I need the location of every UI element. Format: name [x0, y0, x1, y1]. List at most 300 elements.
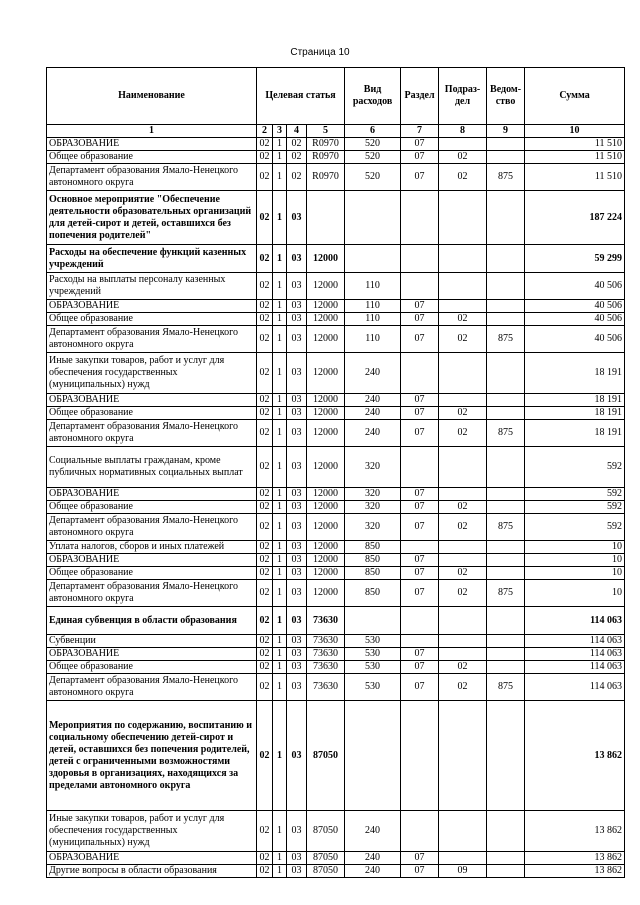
- row-activity-cell: 03: [287, 300, 307, 313]
- row-sum-cell: 10: [525, 554, 625, 567]
- row-activity-cell: 03: [287, 865, 307, 878]
- row-name-cell: Общее образование: [47, 407, 257, 420]
- row-expense-type-cell: 110: [345, 313, 401, 326]
- row-ministry-cell: [487, 313, 525, 326]
- row-subprogram-cell: 1: [273, 852, 287, 865]
- row-subsection-cell: 09: [439, 865, 487, 878]
- row-program-cell: 02: [257, 447, 273, 488]
- row-subprogram-cell: 1: [273, 661, 287, 674]
- row-subsection-cell: [439, 138, 487, 151]
- row-section-cell: 07: [401, 648, 439, 661]
- row-sum-cell: 187 224: [525, 191, 625, 245]
- row-ministry-cell: [487, 852, 525, 865]
- table-row: [47, 865, 625, 878]
- row-subprogram-cell: 1: [273, 300, 287, 313]
- row-expense-type-cell: [345, 191, 401, 245]
- row-sum-cell: 10: [525, 580, 625, 607]
- row-name-cell: ОБРАЗОВАНИЕ: [47, 852, 257, 865]
- row-section-cell: 07: [401, 674, 439, 701]
- row-subsection-cell: [439, 635, 487, 648]
- row-direction-cell: 12000: [307, 245, 345, 273]
- row-expense-type-cell: [345, 245, 401, 273]
- row-ministry-cell: [487, 300, 525, 313]
- row-subprogram-cell: 1: [273, 447, 287, 488]
- row-section-cell: 07: [401, 865, 439, 878]
- row-name-cell: Уплата налогов, сборов и иных платежей: [47, 541, 257, 554]
- row-name-cell: Департамент образования Ямало-Ненецкого автономного округа: [47, 164, 257, 191]
- row-program-cell: 02: [257, 541, 273, 554]
- row-ministry-cell: 875: [487, 580, 525, 607]
- row-direction-cell: 73630: [307, 607, 345, 635]
- row-ministry-cell: [487, 151, 525, 164]
- row-name-cell: Иные закупки товаров, работ и услуг для обеспечения государственных (муниципальных) нужд: [47, 811, 257, 852]
- row-program-cell: 02: [257, 394, 273, 407]
- row-sum-cell: 18 191: [525, 353, 625, 394]
- table-row: [47, 138, 625, 151]
- row-name-cell: Департамент образования Ямало-Ненецкого автономного округа: [47, 420, 257, 447]
- row-section-cell: 07: [401, 313, 439, 326]
- row-program-cell: 02: [257, 501, 273, 514]
- row-activity-cell: 02: [287, 151, 307, 164]
- row-subsection-cell: 02: [439, 326, 487, 353]
- table-row: [47, 674, 625, 701]
- row-direction-cell: 12000: [307, 353, 345, 394]
- header-section: Раздел: [401, 68, 439, 125]
- row-program-cell: 02: [257, 554, 273, 567]
- row-activity-cell: 03: [287, 567, 307, 580]
- row-sum-cell: 40 506: [525, 300, 625, 313]
- row-program-cell: 02: [257, 326, 273, 353]
- row-activity-cell: 03: [287, 353, 307, 394]
- row-ministry-cell: [487, 273, 525, 300]
- row-subprogram-cell: 1: [273, 245, 287, 273]
- row-expense-type-cell: 240: [345, 811, 401, 852]
- row-direction-cell: 12000: [307, 554, 345, 567]
- row-program-cell: 02: [257, 191, 273, 245]
- table-row: [47, 313, 625, 326]
- row-expense-type-cell: 850: [345, 567, 401, 580]
- row-subsection-cell: [439, 811, 487, 852]
- row-program-cell: 02: [257, 164, 273, 191]
- row-name-cell: Мероприятия по содержанию, воспитанию и социальному обеспечению детей-сирот и детей, оставшихся без попечения родителей, детей с ограниченными возможностями здоровья в организациях, находящихся за пределами автономного округа: [47, 701, 257, 811]
- row-section-cell: 07: [401, 567, 439, 580]
- row-name-cell: Департамент образования Ямало-Ненецкого автономного округа: [47, 326, 257, 353]
- row-ministry-cell: [487, 701, 525, 811]
- row-name-cell: Общее образование: [47, 661, 257, 674]
- table-row: [47, 407, 625, 420]
- row-subprogram-cell: 1: [273, 394, 287, 407]
- row-ministry-cell: [487, 138, 525, 151]
- row-sum-cell: 114 063: [525, 674, 625, 701]
- row-expense-type-cell: 240: [345, 865, 401, 878]
- row-direction-cell: 12000: [307, 501, 345, 514]
- row-name-cell: Основное мероприятие "Обеспечение деятельности образовательных организаций для детей-сирот и детей, оставшихся без попечения родителей": [47, 191, 257, 245]
- row-ministry-cell: [487, 567, 525, 580]
- row-subsection-cell: [439, 554, 487, 567]
- row-subprogram-cell: 1: [273, 407, 287, 420]
- row-activity-cell: 03: [287, 326, 307, 353]
- row-direction-cell: 73630: [307, 635, 345, 648]
- row-subsection-cell: [439, 488, 487, 501]
- row-expense-type-cell: 530: [345, 674, 401, 701]
- row-program-cell: 02: [257, 353, 273, 394]
- row-section-cell: [401, 541, 439, 554]
- row-name-cell: Департамент образования Ямало-Ненецкого автономного округа: [47, 674, 257, 701]
- row-activity-cell: 03: [287, 191, 307, 245]
- row-expense-type-cell: 240: [345, 852, 401, 865]
- header-ministry: Ведом-ство: [487, 68, 525, 125]
- row-subprogram-cell: 1: [273, 164, 287, 191]
- row-expense-type-cell: 520: [345, 151, 401, 164]
- row-direction-cell: 12000: [307, 420, 345, 447]
- row-ministry-cell: [487, 648, 525, 661]
- row-program-cell: 02: [257, 635, 273, 648]
- row-direction-cell: 12000: [307, 313, 345, 326]
- row-name-cell: ОБРАЗОВАНИЕ: [47, 648, 257, 661]
- column-number: 3: [273, 125, 287, 138]
- table-row: [47, 501, 625, 514]
- row-section-cell: [401, 273, 439, 300]
- column-number: 9: [487, 125, 525, 138]
- row-section-cell: 07: [401, 394, 439, 407]
- row-subsection-cell: 02: [439, 164, 487, 191]
- row-expense-type-cell: 110: [345, 300, 401, 313]
- row-program-cell: 02: [257, 151, 273, 164]
- row-program-cell: 02: [257, 273, 273, 300]
- table-row: [47, 326, 625, 353]
- row-subsection-cell: 02: [439, 407, 487, 420]
- row-subsection-cell: 02: [439, 661, 487, 674]
- row-section-cell: 07: [401, 420, 439, 447]
- column-number: 8: [439, 125, 487, 138]
- row-subsection-cell: 02: [439, 514, 487, 541]
- row-activity-cell: 03: [287, 514, 307, 541]
- row-subsection-cell: 02: [439, 420, 487, 447]
- row-ministry-cell: [487, 607, 525, 635]
- row-section-cell: [401, 701, 439, 811]
- row-subprogram-cell: 1: [273, 674, 287, 701]
- row-sum-cell: 592: [525, 501, 625, 514]
- row-expense-type-cell: 110: [345, 273, 401, 300]
- row-direction-cell: R0970: [307, 164, 345, 191]
- row-name-cell: Расходы на обеспечение функций казенных учреждений: [47, 245, 257, 273]
- column-number-row: [47, 125, 625, 138]
- column-number: 4: [287, 125, 307, 138]
- row-section-cell: [401, 353, 439, 394]
- row-sum-cell: 11 510: [525, 151, 625, 164]
- table-row: [47, 420, 625, 447]
- column-number: 10: [525, 125, 625, 138]
- row-subprogram-cell: 1: [273, 567, 287, 580]
- row-name-cell: Социальные выплаты гражданам, кроме публичных нормативных социальных выплат: [47, 447, 257, 488]
- row-subprogram-cell: 1: [273, 488, 287, 501]
- row-activity-cell: 03: [287, 811, 307, 852]
- row-ministry-cell: [487, 541, 525, 554]
- table-row: [47, 394, 625, 407]
- table-row: [47, 635, 625, 648]
- row-expense-type-cell: 320: [345, 501, 401, 514]
- column-number: 7: [401, 125, 439, 138]
- table-row: [47, 300, 625, 313]
- row-section-cell: 07: [401, 164, 439, 191]
- table-row: [47, 648, 625, 661]
- row-activity-cell: 03: [287, 245, 307, 273]
- row-section-cell: [401, 245, 439, 273]
- row-name-cell: ОБРАЗОВАНИЕ: [47, 394, 257, 407]
- row-ministry-cell: [487, 191, 525, 245]
- row-activity-cell: 03: [287, 541, 307, 554]
- row-subprogram-cell: 1: [273, 151, 287, 164]
- row-sum-cell: 13 862: [525, 701, 625, 811]
- row-activity-cell: 03: [287, 501, 307, 514]
- row-direction-cell: 12000: [307, 514, 345, 541]
- row-sum-cell: 13 862: [525, 811, 625, 852]
- row-ministry-cell: [487, 811, 525, 852]
- row-activity-cell: 03: [287, 648, 307, 661]
- header-subsection: Подраз-дел: [439, 68, 487, 125]
- row-expense-type-cell: 530: [345, 635, 401, 648]
- row-subsection-cell: [439, 191, 487, 245]
- row-expense-type-cell: 240: [345, 407, 401, 420]
- header-expense-type: Вид расходов: [345, 68, 401, 125]
- row-sum-cell: 13 862: [525, 865, 625, 878]
- row-section-cell: 07: [401, 151, 439, 164]
- row-name-cell: Департамент образования Ямало-Ненецкого автономного округа: [47, 580, 257, 607]
- table-row: [47, 447, 625, 488]
- row-sum-cell: 40 506: [525, 273, 625, 300]
- row-program-cell: 02: [257, 407, 273, 420]
- row-program-cell: 02: [257, 567, 273, 580]
- row-subsection-cell: [439, 394, 487, 407]
- column-number: 1: [47, 125, 257, 138]
- header-name: Наименование: [47, 68, 257, 125]
- row-direction-cell: R0970: [307, 138, 345, 151]
- row-subsection-cell: [439, 541, 487, 554]
- table-row: [47, 164, 625, 191]
- row-direction-cell: 12000: [307, 580, 345, 607]
- row-direction-cell: 12000: [307, 300, 345, 313]
- table-row: [47, 245, 625, 273]
- row-section-cell: 07: [401, 661, 439, 674]
- row-subprogram-cell: 1: [273, 607, 287, 635]
- row-subprogram-cell: 1: [273, 635, 287, 648]
- row-program-cell: 02: [257, 488, 273, 501]
- row-subprogram-cell: 1: [273, 501, 287, 514]
- row-section-cell: [401, 447, 439, 488]
- row-section-cell: 07: [401, 554, 439, 567]
- row-name-cell: Иные закупки товаров, работ и услуг для обеспечения государственных (муниципальных) нужд: [47, 353, 257, 394]
- row-program-cell: 02: [257, 865, 273, 878]
- column-number: 2: [257, 125, 273, 138]
- row-direction-cell: 73630: [307, 674, 345, 701]
- row-sum-cell: 11 510: [525, 138, 625, 151]
- row-activity-cell: 03: [287, 313, 307, 326]
- row-subprogram-cell: 1: [273, 648, 287, 661]
- row-activity-cell: 03: [287, 488, 307, 501]
- table-row: [47, 607, 625, 635]
- row-activity-cell: 03: [287, 420, 307, 447]
- row-section-cell: 07: [401, 580, 439, 607]
- row-subsection-cell: [439, 300, 487, 313]
- row-section-cell: [401, 607, 439, 635]
- row-section-cell: 07: [401, 407, 439, 420]
- row-name-cell: Субвенции: [47, 635, 257, 648]
- row-expense-type-cell: 520: [345, 138, 401, 151]
- page-number-label: Страница 10: [290, 47, 350, 58]
- row-activity-cell: 03: [287, 447, 307, 488]
- row-name-cell: Департамент образования Ямало-Ненецкого автономного округа: [47, 514, 257, 541]
- row-subprogram-cell: 1: [273, 514, 287, 541]
- row-sum-cell: 592: [525, 514, 625, 541]
- row-expense-type-cell: [345, 701, 401, 811]
- row-subsection-cell: [439, 245, 487, 273]
- header-target: Целевая статья: [257, 68, 345, 125]
- row-program-cell: 02: [257, 580, 273, 607]
- row-expense-type-cell: 240: [345, 394, 401, 407]
- row-program-cell: 02: [257, 514, 273, 541]
- row-sum-cell: 18 191: [525, 407, 625, 420]
- row-activity-cell: 03: [287, 607, 307, 635]
- table-row: [47, 541, 625, 554]
- table-row: [47, 852, 625, 865]
- row-sum-cell: 11 510: [525, 164, 625, 191]
- row-subprogram-cell: 1: [273, 554, 287, 567]
- row-name-cell: Общее образование: [47, 313, 257, 326]
- row-activity-cell: 03: [287, 674, 307, 701]
- row-ministry-cell: [487, 447, 525, 488]
- table-header-row: [47, 68, 625, 125]
- table-row: [47, 514, 625, 541]
- row-sum-cell: 59 299: [525, 245, 625, 273]
- row-section-cell: 07: [401, 488, 439, 501]
- row-direction-cell: 87050: [307, 701, 345, 811]
- row-sum-cell: 13 862: [525, 852, 625, 865]
- row-ministry-cell: 875: [487, 674, 525, 701]
- row-direction-cell: 12000: [307, 488, 345, 501]
- row-section-cell: 07: [401, 138, 439, 151]
- row-subprogram-cell: 1: [273, 865, 287, 878]
- row-expense-type-cell: 850: [345, 580, 401, 607]
- row-section-cell: 07: [401, 501, 439, 514]
- row-activity-cell: 03: [287, 580, 307, 607]
- row-program-cell: 02: [257, 420, 273, 447]
- row-ministry-cell: [487, 554, 525, 567]
- row-subprogram-cell: 1: [273, 138, 287, 151]
- row-activity-cell: 02: [287, 164, 307, 191]
- row-activity-cell: 03: [287, 635, 307, 648]
- row-expense-type-cell: 240: [345, 420, 401, 447]
- row-subprogram-cell: 1: [273, 541, 287, 554]
- row-sum-cell: 40 506: [525, 313, 625, 326]
- row-sum-cell: 114 063: [525, 648, 625, 661]
- row-name-cell: Общее образование: [47, 151, 257, 164]
- row-subsection-cell: [439, 701, 487, 811]
- row-subsection-cell: [439, 607, 487, 635]
- row-section-cell: 07: [401, 852, 439, 865]
- row-ministry-cell: [487, 661, 525, 674]
- table-row: [47, 554, 625, 567]
- row-program-cell: 02: [257, 701, 273, 811]
- row-ministry-cell: 875: [487, 164, 525, 191]
- row-name-cell: ОБРАЗОВАНИЕ: [47, 554, 257, 567]
- row-program-cell: 02: [257, 138, 273, 151]
- row-sum-cell: 18 191: [525, 420, 625, 447]
- row-section-cell: [401, 811, 439, 852]
- row-direction-cell: 73630: [307, 648, 345, 661]
- table-row: [47, 353, 625, 394]
- row-sum-cell: 18 191: [525, 394, 625, 407]
- row-expense-type-cell: 850: [345, 554, 401, 567]
- table-row: [47, 151, 625, 164]
- row-subprogram-cell: 1: [273, 273, 287, 300]
- row-subsection-cell: 02: [439, 674, 487, 701]
- row-subprogram-cell: 1: [273, 420, 287, 447]
- row-expense-type-cell: 240: [345, 353, 401, 394]
- row-subprogram-cell: 1: [273, 191, 287, 245]
- row-subsection-cell: [439, 648, 487, 661]
- row-expense-type-cell: 530: [345, 648, 401, 661]
- row-name-cell: Единая субвенция в области образования: [47, 607, 257, 635]
- row-name-cell: Общее образование: [47, 567, 257, 580]
- row-sum-cell: 10: [525, 541, 625, 554]
- row-direction-cell: 12000: [307, 273, 345, 300]
- row-subsection-cell: 02: [439, 501, 487, 514]
- table-row: [47, 191, 625, 245]
- row-ministry-cell: 875: [487, 514, 525, 541]
- row-subsection-cell: 02: [439, 567, 487, 580]
- row-direction-cell: 87050: [307, 811, 345, 852]
- row-program-cell: 02: [257, 811, 273, 852]
- row-direction-cell: 12000: [307, 326, 345, 353]
- row-activity-cell: 03: [287, 554, 307, 567]
- row-subprogram-cell: 1: [273, 811, 287, 852]
- row-sum-cell: 114 063: [525, 635, 625, 648]
- row-subsection-cell: [439, 273, 487, 300]
- row-activity-cell: 03: [287, 407, 307, 420]
- row-direction-cell: 87050: [307, 865, 345, 878]
- row-ministry-cell: [487, 245, 525, 273]
- row-name-cell: ОБРАЗОВАНИЕ: [47, 138, 257, 151]
- row-subprogram-cell: 1: [273, 313, 287, 326]
- row-activity-cell: 03: [287, 701, 307, 811]
- row-program-cell: 02: [257, 661, 273, 674]
- row-ministry-cell: [487, 407, 525, 420]
- row-activity-cell: 03: [287, 394, 307, 407]
- row-subsection-cell: 02: [439, 580, 487, 607]
- row-subprogram-cell: 1: [273, 326, 287, 353]
- row-expense-type-cell: [345, 607, 401, 635]
- row-direction-cell: 12000: [307, 447, 345, 488]
- table-row: [47, 488, 625, 501]
- row-expense-type-cell: 320: [345, 488, 401, 501]
- row-direction-cell: 12000: [307, 394, 345, 407]
- row-activity-cell: 03: [287, 273, 307, 300]
- row-activity-cell: 03: [287, 852, 307, 865]
- table-row: [47, 701, 625, 811]
- column-number: 5: [307, 125, 345, 138]
- row-subprogram-cell: 1: [273, 353, 287, 394]
- row-sum-cell: 10: [525, 567, 625, 580]
- row-direction-cell: 12000: [307, 541, 345, 554]
- row-subsection-cell: 02: [439, 313, 487, 326]
- row-activity-cell: 03: [287, 661, 307, 674]
- row-ministry-cell: [487, 635, 525, 648]
- row-program-cell: 02: [257, 313, 273, 326]
- row-expense-type-cell: 530: [345, 661, 401, 674]
- row-name-cell: Другие вопросы в области образования: [47, 865, 257, 878]
- row-program-cell: 02: [257, 852, 273, 865]
- row-subsection-cell: [439, 447, 487, 488]
